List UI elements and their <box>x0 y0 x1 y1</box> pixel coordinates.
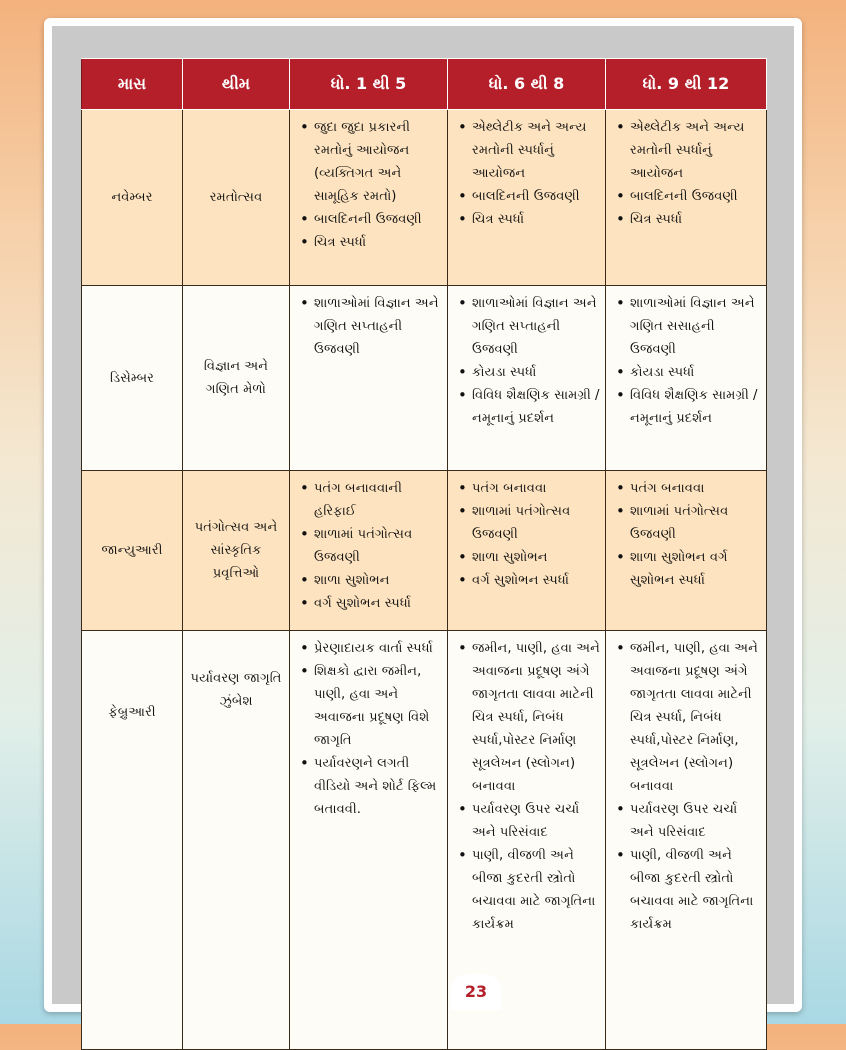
std-1-5-cell <box>290 471 448 631</box>
month-cell: જાન્યુઆરી <box>82 471 183 631</box>
list-item: • વર્ગ સુશોભન સ્પર્ધા <box>472 569 601 592</box>
list-item: • પાણી, વીજળી અને બીજા કુદરતી સ્ત્રોતો બચાવવા માટે જાગૃતિના કાર્યક્રમ <box>630 844 762 936</box>
list-item: • ચિત્ર સ્પર્ધા <box>472 208 601 231</box>
list-item: • ચિત્ર સ્પર્ધા <box>630 208 762 231</box>
std-9-12-cell <box>606 631 767 1050</box>
header-theme: થીમ <box>183 59 290 110</box>
list-item: • શાળામાં પતંગોત્સવ ઉજવણી <box>314 523 443 569</box>
list-item: • શાળાઓમાં વિજ્ઞાન અને ગણિત સપ્તાહની ઉજવણી <box>472 292 601 361</box>
list-item: • એથ્લેટીક અને અન્ય રમતોની સ્પર્ધાનું આયોજન <box>630 116 762 185</box>
list-item: • શિક્ષકો દ્વારા જમીન, પાણી, હવા અને અવાજના પ્રદૂષણ વિશે જાગૃતિ <box>314 660 443 752</box>
month-cell: ફેબ્રુઆરી <box>82 631 183 1050</box>
list-item: • શાળામાં પતંગોત્સવ ઉજવણી <box>472 500 601 546</box>
list-item: • વિવિધ શૈક્ષણિક સામગ્રી / નમૂનાનું પ્રદર્શન <box>472 384 601 430</box>
std-1-5-cell <box>290 631 448 1050</box>
std-6-8-cell <box>448 110 606 286</box>
list-item: • વર્ગ સુશોભન સ્પર્ધા <box>314 592 443 615</box>
list-item: • પતંગ બનાવવા <box>630 477 762 500</box>
month-cell: નવેમ્બર <box>82 110 183 286</box>
list-item: • પર્યાવરણ ઉપર ચર્ચા અને પરિસંવાદ <box>630 798 762 844</box>
std-1-5-cell <box>290 110 448 286</box>
list-item: • ચિત્ર સ્પર્ધા <box>314 231 443 254</box>
list-item: • બાલદિનની ઉજવણી <box>314 208 443 231</box>
list-item: • કોયડા સ્પર્ધા <box>630 361 762 384</box>
list-item: • જમીન, પાણી, હવા અને અવાજના પ્રદૂષણ અંગે જાગૃતતા લાવવા માટેની ચિત્ર સ્પર્ધા, નિબંધ સ્પર્ધા,પોસ્ટર નિર્માણ, સૂત્રલેખન (સ્લોગન) બનાવવા <box>630 637 762 798</box>
activity-table <box>81 58 767 1050</box>
header-std-9-12: ધો. 9 થી 12 <box>606 59 767 110</box>
month-cell: ડિસેમ્બર <box>82 286 183 471</box>
list-item: • પર્યાવરણને લગતી વીડિયો અને શોર્ટ ફિલ્મ બતાવવી. <box>314 752 443 821</box>
list-item: • એથ્લેટીક અને અન્ય રમતોની સ્પર્ધાનું આયોજન <box>472 116 601 185</box>
table-row <box>82 631 767 1050</box>
list-item: • જમીન, પાણી, હવા અને અવાજના પ્રદૂષણ અંગે જાગૃતતા લાવવા માટેની ચિત્ર સ્પર્ધા, નિબંધ સ્પર્ધા,પોસ્ટર નિર્માણ સૂત્રલેખન (સ્લોગન) બનાવવા <box>472 637 601 798</box>
theme-cell: પર્યાવરણ જાગૃતિ ઝુંબેશ <box>183 631 290 1050</box>
theme-cell: વિજ્ઞાન અને ગણિત મેળો <box>183 286 290 471</box>
table-row <box>82 110 767 286</box>
list-item: • પર્યાવરણ ઉપર ચર્ચા અને પરિસંવાદ <box>472 798 601 844</box>
list-item: • શાળાઓમાં વિજ્ઞાન અને ગણિત સસાહની ઉજવણી <box>630 292 762 361</box>
list-item: • બાલદિનની ઉજવણી <box>472 185 601 208</box>
header-std-1-5: ધો. 1 થી 5 <box>290 59 448 110</box>
page-number: 23 <box>450 974 502 1010</box>
std-9-12-cell <box>606 471 767 631</box>
list-item: • જુદા જુદા પ્રકારની રમતોનું આયોજન (વ્યક્તિગત અને સામૂહિક રમતો) <box>314 116 443 208</box>
list-item: • પાણી, વીજળી અને બીજા કુદરતી સ્ત્રોતો બચાવવા માટે જાગૃતિના કાર્યક્રમ <box>472 844 601 936</box>
std-1-5-cell <box>290 286 448 471</box>
theme-cell: રમતોત્સવ <box>183 110 290 286</box>
std-9-12-cell <box>606 110 767 286</box>
list-item: • શાળા સુશોભન વર્ગ સુશોભન સ્પર્ધા <box>630 546 762 592</box>
list-item: • પતંગ બનાવવાની હરિફાઈ <box>314 477 443 523</box>
list-item: • બાલદિનની ઉજવણી <box>630 185 762 208</box>
table-header-row <box>82 59 767 110</box>
list-item: • શાળામાં પતંગોત્સવ ઉજવણી <box>630 500 762 546</box>
std-9-12-cell <box>606 286 767 471</box>
list-item: • પ્રેરણાદાયક વાર્તા સ્પર્ધા <box>314 637 443 660</box>
list-item: • શાળાઓમાં વિજ્ઞાન અને ગણિત સપ્તાહની ઉજવણી <box>314 292 443 361</box>
list-item: • પતંગ બનાવવા <box>472 477 601 500</box>
std-6-8-cell <box>448 286 606 471</box>
page-frame <box>52 26 794 1004</box>
table-row <box>82 471 767 631</box>
list-item: • કોયડા સ્પર્ધા <box>472 361 601 384</box>
std-6-8-cell <box>448 471 606 631</box>
list-item: • શાળા સુશોભન <box>314 569 443 592</box>
table-row <box>82 286 767 471</box>
header-std-6-8: ધો. 6 થી 8 <box>448 59 606 110</box>
theme-cell: પતંગોત્સવ અને સાંસ્કૃતિક પ્રવૃત્તિઓ <box>183 471 290 631</box>
list-item: • વિવિધ શૈક્ષણિક સામગ્રી / નમૂનાનું પ્રદર્શન <box>630 384 762 430</box>
list-item: • શાળા સુશોભન <box>472 546 601 569</box>
page-card <box>44 18 802 1012</box>
header-month: માસ <box>82 59 183 110</box>
